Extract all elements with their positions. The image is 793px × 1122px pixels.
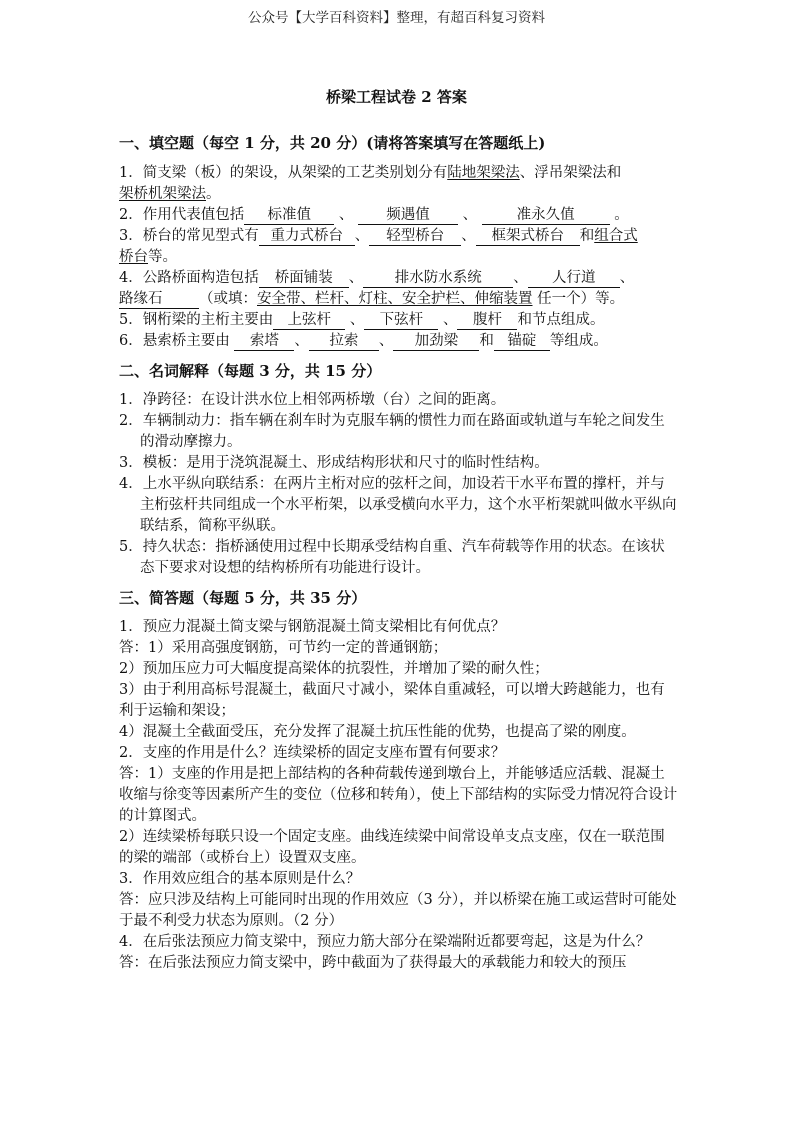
fill-question-2: 2．作用代表值包括 标准值 、 频遇值 、 准永久值 。 bbox=[119, 207, 629, 223]
question-text: 3．作用效应组合的基本原则是什么？ bbox=[119, 871, 361, 887]
definition-item: 2．车辆制动力：指车辆在刹车时为克服车辆的惯性力而在路面或轨道与车轮之间发生的滑动摩擦力。 bbox=[119, 413, 665, 450]
fill-question-3: 3．桥台的常见型式有 重力式桥台 、 轻型桥台 、 框架式桥台 和组合式 桥台等。 bbox=[119, 228, 638, 265]
answer-blank: 组合式 bbox=[594, 228, 638, 244]
answer-text: 2）连续梁桥每联只设一个固定支座。曲线连续梁中间常设单支点支座，仅在一联范围的梁的端部（或桥台上）设置双支座。 bbox=[119, 829, 665, 866]
answer-text: 答：1）采用高强度钢筋，可节约一定的普通钢筋； bbox=[119, 640, 448, 656]
fill-question-6: 6．悬索桥主要由 索塔 、 拉索 、 加劲梁 和 锚碇 等组成。 bbox=[119, 333, 608, 349]
answer-text: 答：在后张法预应力简支梁中，跨中截面为了获得最大的承载能力和较大的预压 bbox=[119, 955, 627, 971]
answer-blank: 桥台 bbox=[119, 249, 148, 265]
answer-text: 答：应只涉及结构上可能同时出现的作用效应（3 分），并以桥梁在施工或运营时可能处于最不利受力状态为原则。（2 分） bbox=[119, 892, 677, 929]
answer-blank: 架桥机架梁法 bbox=[119, 186, 206, 202]
answer-blank: 频遇值 bbox=[358, 206, 458, 225]
answer-blank: 陆地架梁法 bbox=[447, 165, 520, 181]
section-heading-fill-blank: 一、填空题（每空 1 分，共 20 分）(请将答案填写在答题纸上) bbox=[119, 134, 546, 152]
answer-blank: 腹杆 bbox=[457, 311, 517, 330]
question-text: 4．在后张法预应力简支梁中，预应力筋大部分在梁端附近都要弯起，这是为什么？ bbox=[119, 934, 651, 950]
definition-item: 4．上水平纵向联结系：在两片主桁对应的弦杆之间，加设若干水平布置的撑杆，并与主桁弦杆共同组成一个水平桁架，以承受横向水平力，这个水平桁架就叫做水平纵向联结系，简称平纵联。 bbox=[119, 476, 677, 534]
answer-text: 4）混凝土全截面受压，充分发挥了混凝土抗压性能的优势，也提高了梁的刚度。 bbox=[119, 724, 636, 740]
fill-question-1: 1．简支梁（板）的架设，从架梁的工艺类别划分有陆地架梁法、浮吊架梁法和 架桥机架梁法。 bbox=[119, 165, 622, 202]
answer-text: 2）预加压应力可大幅度提高梁体的抗裂性，并增加了梁的耐久性； bbox=[119, 661, 549, 677]
document-body bbox=[119, 133, 679, 974]
fill-question-4: 4．公路桥面构造包括 桥面铺装 、 排水防水系统 、 人行道 、 路缘石 （或填：安全带、栏杆、灯柱、安全护栏、伸缩装置 任一个）等。 bbox=[119, 270, 635, 307]
answer-blank: 轻型桥台 bbox=[369, 227, 461, 246]
answer-blank: 人行道 bbox=[528, 269, 620, 288]
answer-blank: 排水防水系统 bbox=[363, 269, 513, 288]
fill-question-5: 5．钢桁梁的主桁主要由 上弦杆 、 下弦杆 、 腹杆 和节点组成。 bbox=[119, 312, 605, 328]
answer-blank: 上弦杆 bbox=[273, 311, 345, 330]
page-title: 桥梁工程试卷 2 答案 bbox=[326, 88, 467, 106]
question-text: 2．支座的作用是什么？连续梁桥的固定支座布置有何要求？ bbox=[119, 745, 506, 761]
answer-blank: 框架式桥台 bbox=[476, 227, 580, 246]
answer-blank: 索塔 bbox=[234, 332, 294, 351]
question-text: 1．预应力混凝土简支梁与钢筋混凝土简支梁相比有何优点？ bbox=[119, 619, 506, 635]
definition-item: 5．持久状态：指桥涵使用过程中长期承受结构自重、汽车荷载等作用的状态。在该状态下要求对设想的结构桥所有功能进行设计。 bbox=[119, 539, 665, 576]
answer-blank: 锚碇 bbox=[494, 332, 550, 351]
answer-blank: 拉索 bbox=[309, 332, 379, 351]
answer-blank: 路缘石 bbox=[119, 290, 199, 309]
definition-item: 1．净跨径：在设计洪水位上相邻两桥墩（台）之间的距离。 bbox=[119, 392, 506, 408]
answer-blank: 标准值 bbox=[244, 206, 334, 225]
section-heading-short-answer: 三、简答题（每题 5 分，共 35 分） bbox=[119, 589, 367, 607]
answer-blank: 准永久值 bbox=[482, 206, 610, 225]
answer-blank: 重力式桥台 bbox=[259, 227, 355, 246]
section-heading-definitions: 二、名词解释（每题 3 分，共 15 分） bbox=[119, 362, 382, 380]
page-header: 公众号【大学百科资料】整理，有超百科复习资料 bbox=[248, 10, 545, 26]
definition-item: 3．模板：是用于浇筑混凝土、形成结构形状和尺寸的临时性结构。 bbox=[119, 455, 549, 471]
answer-blank: 加劲梁 bbox=[393, 332, 479, 351]
answer-text: 3）由于利用高标号混凝土，截面尺寸减小，梁体自重减轻，可以增大跨越能力，也有利于运输和架设； bbox=[119, 682, 665, 719]
answer-blank: 桥面铺装 bbox=[259, 269, 349, 288]
answer-text: 答：1）支座的作用是把上部结构的各种荷载传递到墩台上，并能够适应活载、混凝土收缩与徐变等因素所产生的变位（位移和转角），使上下部结构的实际受力情况符合设计的计算图式。 bbox=[119, 766, 678, 824]
answer-blank: 下弦杆 bbox=[364, 311, 438, 330]
answer-blank: 安全带、栏杆、灯柱、安全护栏、伸缩装置 bbox=[257, 291, 533, 307]
